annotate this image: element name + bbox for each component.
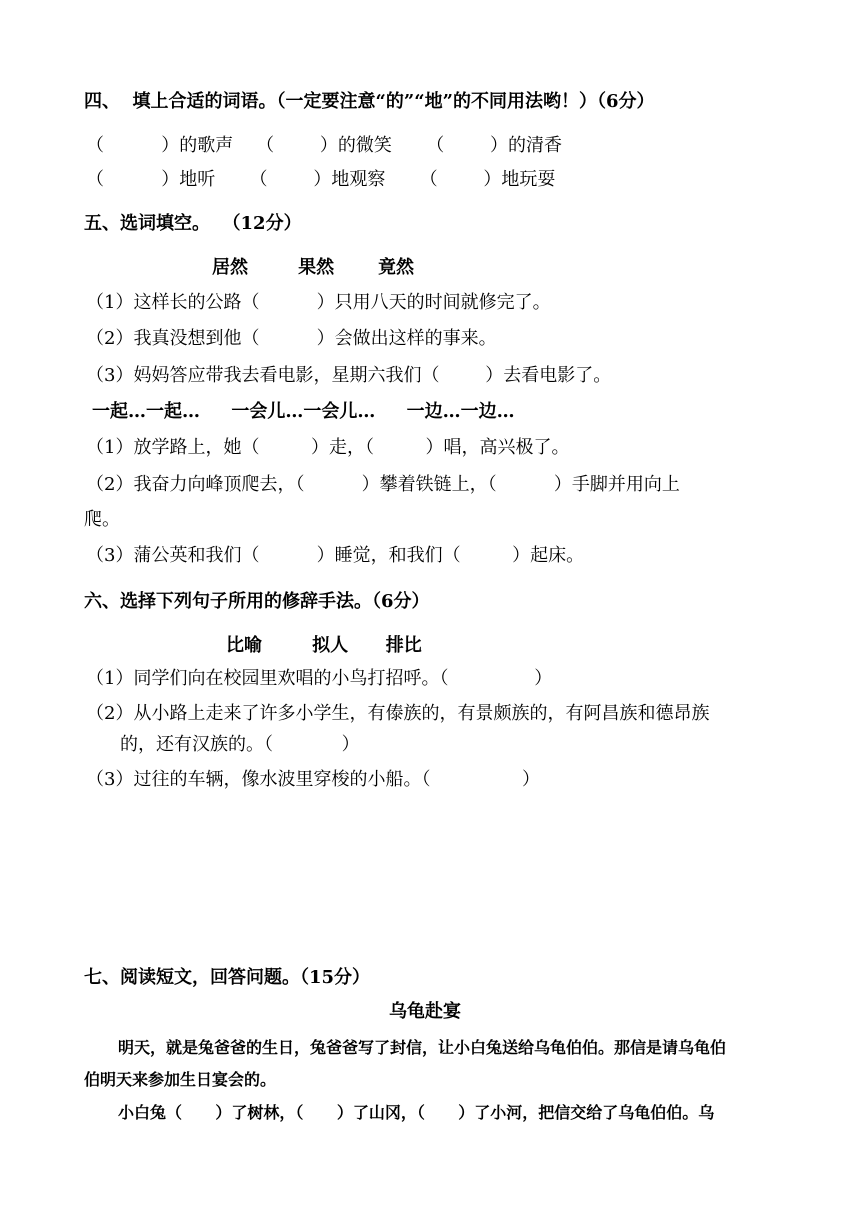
word-choices-2: 一起…一起… 一会儿…一会儿… 一边…一边… (92, 401, 515, 422)
question-6-3: （3）过往的车辆，像水波里穿梭的小船。（ ） (86, 769, 540, 790)
passage-paragraph-1: 明天，就是兔爸爸的生日，兔爸爸写了封信，让小白兔送给乌龟伯伯。那信是请乌龟伯 (118, 1038, 727, 1057)
rhetoric-choices: 比喻 拟人 排比 (226, 635, 422, 656)
question-5-5: （2）我奋力向峰顶爬去，（ ）攀着铁链上，（ ）手脚并用向上 (86, 474, 680, 495)
section-7-heading: 七、阅读短文，回答问题。（15分） (84, 967, 371, 988)
word-choices-1: 居然 果然 竟然 (212, 257, 414, 278)
section-5-heading: 五、选词填空。 （12分） (84, 213, 302, 234)
question-5-3: （3）妈妈答应带我去看电影，星期六我们（ ）去看电影了。 (86, 365, 612, 386)
passage-paragraph-1-cont: 伯明天来参加生日宴会的。 (84, 1070, 277, 1089)
section-6-heading: 六、选择下列句子所用的修辞手法。（6分） (84, 591, 430, 612)
question-5-2: （2）我真没想到他（ ）会做出这样的事来。 (86, 328, 497, 349)
question-5-5-cont: 爬。 (84, 509, 120, 530)
fill-row-di: （ ）地听 （ ）地观察 （ ）地玩耍 (86, 169, 556, 190)
fill-row-de: （ ）的歌声 （ ）的微笑 （ ）的清香 (86, 135, 562, 156)
question-6-2: （2）从小路上走来了许多小学生，有傣族的，有景颇族的，有阿昌族和德昂族 (86, 703, 710, 724)
section-4-heading: 四、 填上合适的词语。（一定要注意“的”“地”的不同用法哟！）（6分） (84, 91, 655, 112)
passage-title: 乌龟赴宴 (389, 1001, 461, 1022)
question-5-6: （3）蒲公英和我们（ ）睡觉，和我们（ ）起床。 (86, 545, 585, 566)
question-5-1: （1）这样长的公路（ ）只用八天的时间就修完了。 (86, 292, 551, 313)
question-6-2-cont: 的，还有汉族的。（ ） (120, 734, 360, 755)
passage-paragraph-2: 小白兔（ ）了树林，（ ）了山冈，（ ）了小河，把信交给了乌龟伯伯。乌 (118, 1103, 715, 1122)
question-5-4: （1）放学路上，她（ ）走，（ ）唱，高兴极了。 (86, 437, 570, 458)
question-6-1: （1）同学们向在校园里欢唱的小鸟打招呼。（ ） (86, 668, 553, 689)
